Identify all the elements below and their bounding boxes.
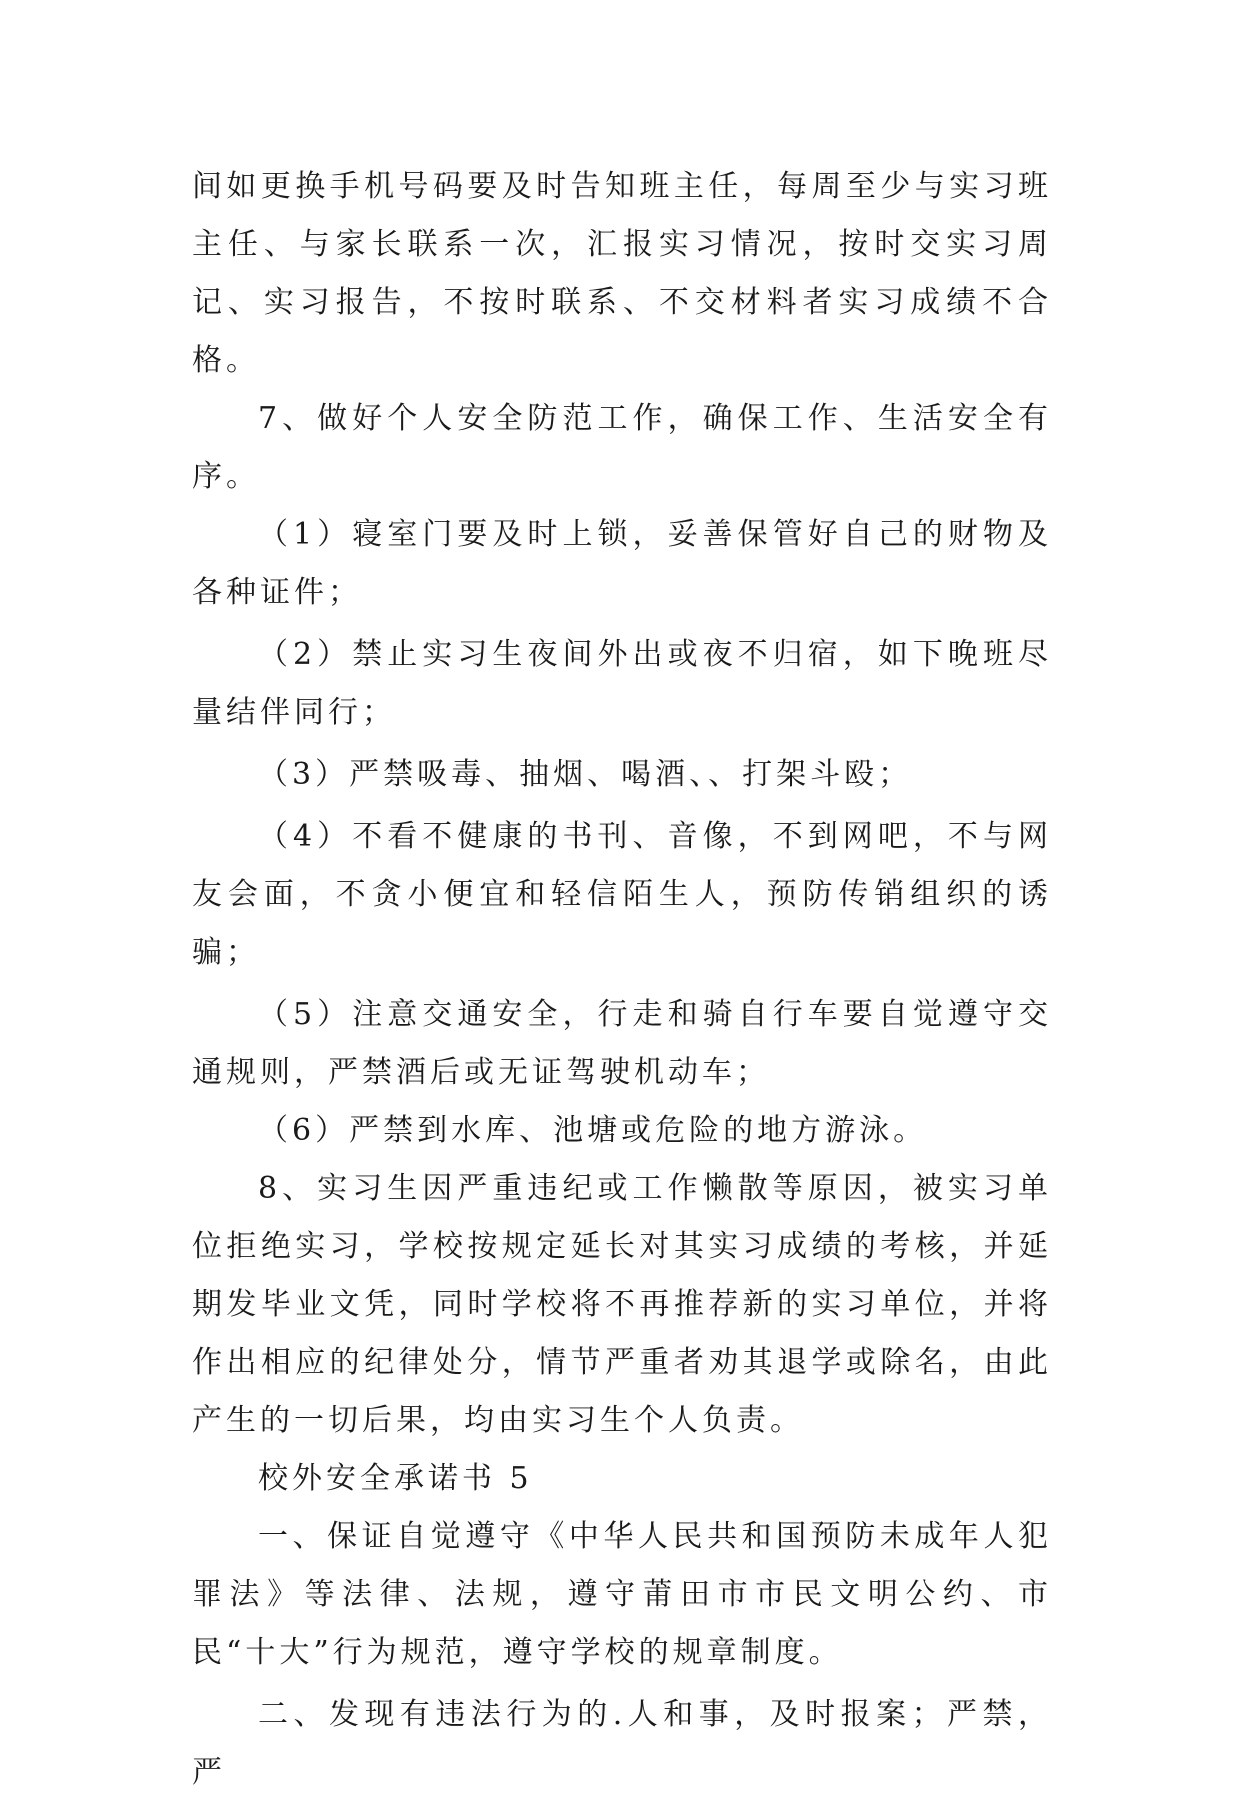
paragraph-subitem-3: （3）严禁吸毒、抽烟、喝酒、、打架斗殴； — [258, 757, 913, 792]
paragraph-subitem-2: （2）禁止实习生夜间外出或夜不归宿，如下晚班尽量结伴同行； — [192, 637, 1052, 730]
paragraph-subitem-6: （6）严禁到水库、池塘或危险的地方游泳。 — [258, 1113, 928, 1148]
paragraph-item-8: 8、实习生因严重违纪或工作懒散等原因，被实习单位拒绝实习，学校按规定延长对其实习成绩的考核，并延期发毕业文凭，同时学校将不再推荐新的实习单位，并将作出相应的纪律处分，情节严重者劝其退学或除名，由此产生的一切后果，均由实习生个人负责。 — [192, 1171, 1052, 1438]
section-heading: 校外安全承诺书 5 — [258, 1461, 533, 1496]
document-body — [192, 158, 1052, 1802]
paragraph-point-2: 二、发现有违法行为的.人和事，及时报案；严禁，严 — [192, 1697, 1052, 1790]
paragraph-subitem-5: （5）注意交通安全，行走和骑自行车要自觉遵守交通规则，严禁酒后或无证驾驶机动车； — [192, 997, 1052, 1090]
paragraph-point-1: 一、保证自觉遵守《中华人民共和国预防未成年人犯罪法》等法律、法规，遵守莆田市市民文明公约、市民“十大”行为规范，遵守学校的规章制度。 — [192, 1519, 1052, 1670]
paragraph-contact-requirements: 间如更换手机号码要及时告知班主任，每周至少与实习班主任、与家长联系一次，汇报实习情况，按时交实习周记、实习报告，不按时联系、不交材料者实习成绩不合格。 — [192, 169, 1052, 378]
paragraph-subitem-4: （4）不看不健康的书刊、音像，不到网吧，不与网友会面，不贪小便宜和轻信陌生人，预防传销组织的诱骗； — [192, 819, 1052, 970]
paragraph-item-7: 7、做好个人安全防范工作，确保工作、生活安全有序。 — [192, 401, 1052, 494]
paragraph-subitem-1: （1）寝室门要及时上锁，妥善保管好自己的财物及各种证件； — [192, 517, 1052, 610]
